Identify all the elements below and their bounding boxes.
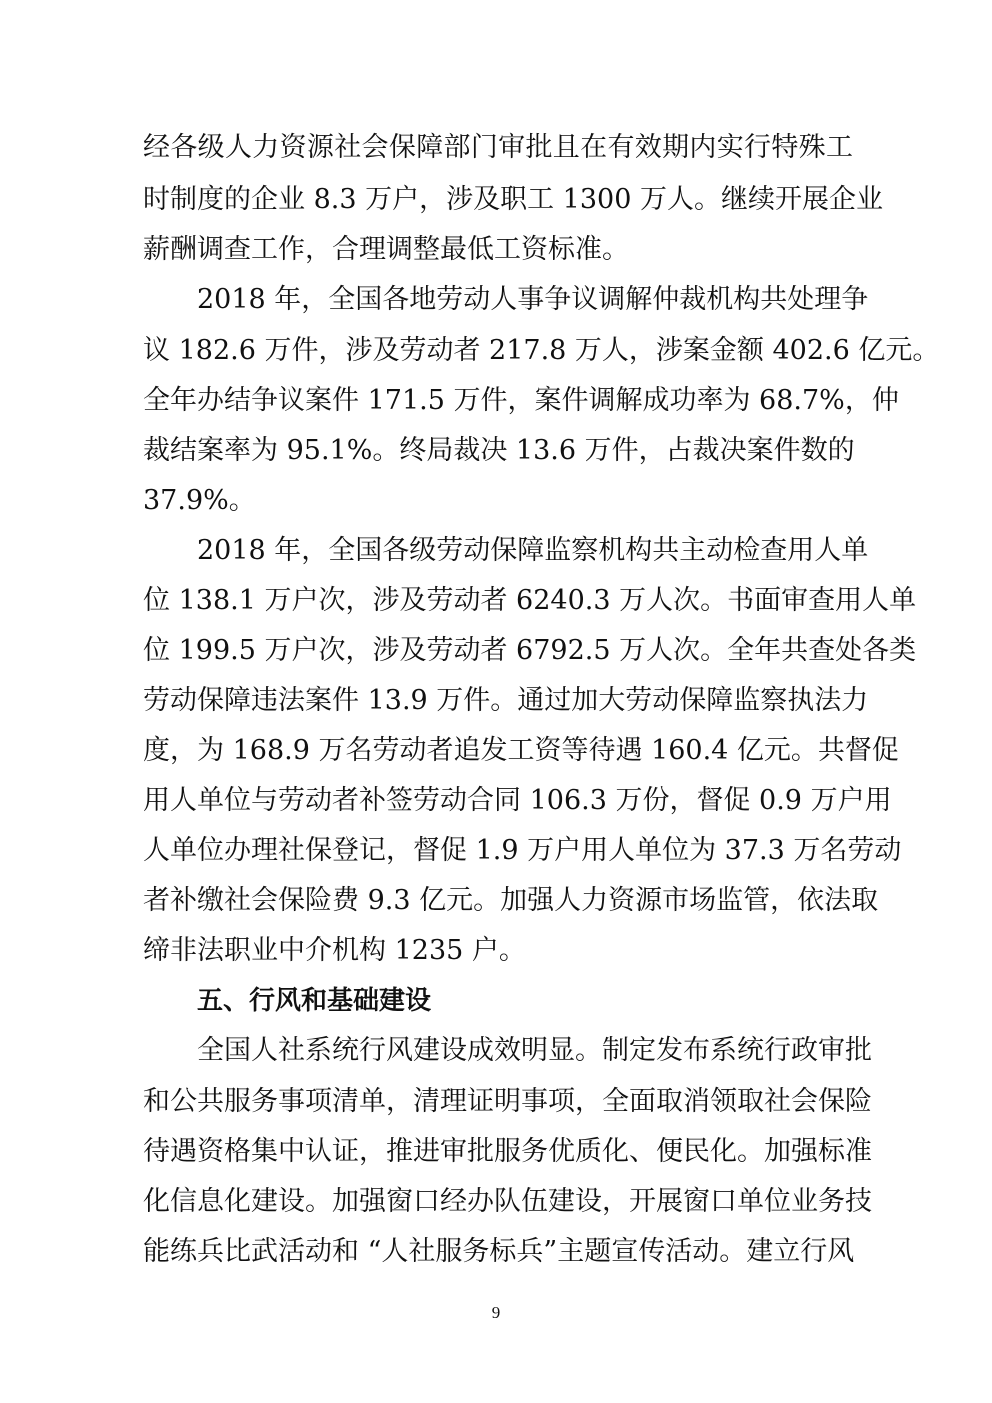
text-line: 待遇资格集中认证，推进审批服务优质化、便民化。加强标准: [143, 1136, 872, 1167]
text-line: 经各级人力资源社会保障部门审批且在有效期内实行特殊工: [143, 132, 853, 163]
paragraph-first-line: 全国人社系统行风建设成效明显。制定发布系统行政审批: [197, 1035, 872, 1066]
text-line: 位 138.1 万户次，涉及劳动者 6240.3 万人次。书面审查用人单: [143, 585, 917, 616]
section-heading: 五、行风和基础建设: [197, 986, 432, 1016]
text-line: 人单位办理社保登记，督促 1.9 万户用人单位为 37.3 万名劳动: [143, 835, 902, 866]
text-line: 缔非法职业中介机构 1235 户。: [143, 935, 526, 966]
text-line: 和公共服务事项清单，清理证明事项，全面取消领取社会保险: [143, 1086, 872, 1117]
text-line: 议 182.6 万件，涉及劳动者 217.8 万人，涉案金额 402.6 亿元。: [143, 335, 940, 366]
text-line: 全年办结争议案件 171.5 万件，案件调解成功率为 68.7%，仲: [143, 385, 899, 416]
text-line: 者补缴社会保险费 9.3 亿元。加强人力资源市场监管，依法取: [143, 885, 879, 916]
text-line: 能练兵比武活动和 “人社服务标兵”主题宣传活动。建立行风: [143, 1236, 855, 1267]
text-line: 化信息化建设。加强窗口经办队伍建设，开展窗口单位业务技: [143, 1186, 872, 1217]
text-line: 度，为 168.9 万名劳动者追发工资等待遇 160.4 亿元。共督促: [143, 735, 899, 766]
text-line: 37.9%。: [143, 485, 256, 516]
page-number: 9: [491, 1303, 501, 1322]
text-line: 薪酬调查工作，合理调整最低工资标准。: [143, 234, 629, 265]
paragraph-first-line: 2018 年，全国各级劳动保障监察机构共主动检查用人单: [197, 535, 869, 566]
text-line: 位 199.5 万户次，涉及劳动者 6792.5 万人次。全年共查处各类: [143, 635, 917, 666]
text-line: 时制度的企业 8.3 万户，涉及职工 1300 万人。继续开展企业: [143, 184, 883, 215]
text-line: 裁结案率为 95.1%。终局裁决 13.6 万件，占裁决案件数的: [143, 435, 855, 466]
text-line: 用人单位与劳动者补签劳动合同 106.3 万份，督促 0.9 万户用: [143, 785, 892, 816]
paragraph-first-line: 2018 年，全国各地劳动人事争议调解仲裁机构共处理争: [197, 284, 869, 315]
text-line: 劳动保障违法案件 13.9 万件。通过加大劳动保障监察执法力: [143, 685, 869, 716]
